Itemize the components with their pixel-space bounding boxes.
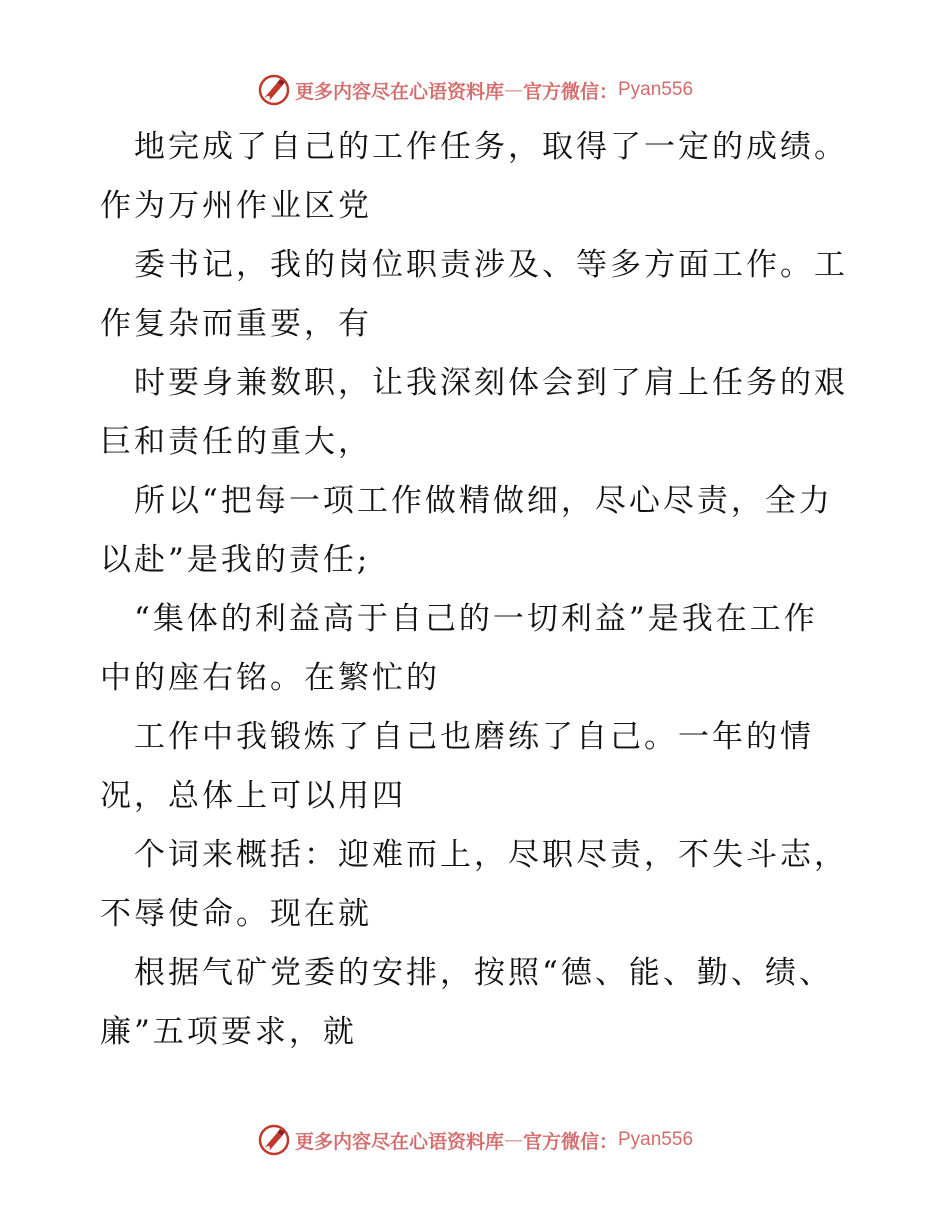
text-line: 中的座右铭。在繁忙的 <box>100 660 440 696</box>
watermark-wechat-label: 官方微信： <box>522 80 618 103</box>
text-line: 个词来概括：迎难而上，尽职尽责，不失斗志， <box>134 837 848 873</box>
watermark-main-text: 更多内容尽在心语资料库 <box>294 1130 504 1153</box>
text-line: 地完成了自己的工作任务，取得了一定的成绩。 <box>134 129 848 165</box>
text-line: 所以“把每一项工作做精做细，尽心尽责，全力 <box>134 483 833 519</box>
watermark-dash: — <box>503 1129 523 1151</box>
pen-logo-icon <box>257 73 291 107</box>
text-line: 作为万州作业区党 <box>100 188 372 224</box>
text-line: 巨和责任的重大， <box>100 424 372 460</box>
watermark-dash: — <box>503 79 523 101</box>
text-line: 时要身兼数职，让我深刻体会到了肩上任务的艰 <box>134 365 848 401</box>
text-line: 以赴”是我的责任; <box>100 542 371 578</box>
text-line: 工作中我锻炼了自己也磨练了自己。一年的情 <box>134 719 814 755</box>
watermark-wechat-id: Pyan556 <box>618 1129 694 1150</box>
text-line: 作复杂而重要，有 <box>100 306 372 342</box>
watermark-wechat-id: Pyan556 <box>618 79 694 100</box>
text-line: 根据气矿党委的安排，按照“德、能、勤、绩、 <box>134 955 833 991</box>
pen-logo-icon <box>257 1123 291 1157</box>
text-line: “集体的利益高于自己的一切利益”是我在工作 <box>134 601 818 637</box>
watermark-main-text: 更多内容尽在心语资料库 <box>294 80 504 103</box>
header-watermark <box>0 70 950 110</box>
text-line: 况，总体上可以用四 <box>100 778 406 814</box>
text-line: 不辱使命。现在就 <box>100 896 372 932</box>
footer-watermark <box>0 1120 950 1160</box>
text-line: 廉”五项要求，就 <box>100 1014 357 1050</box>
watermark-wechat-label: 官方微信： <box>522 1130 618 1153</box>
text-line: 委书记，我的岗位职责涉及、等多方面工作。工 <box>134 247 848 283</box>
document-body <box>100 118 860 1062</box>
